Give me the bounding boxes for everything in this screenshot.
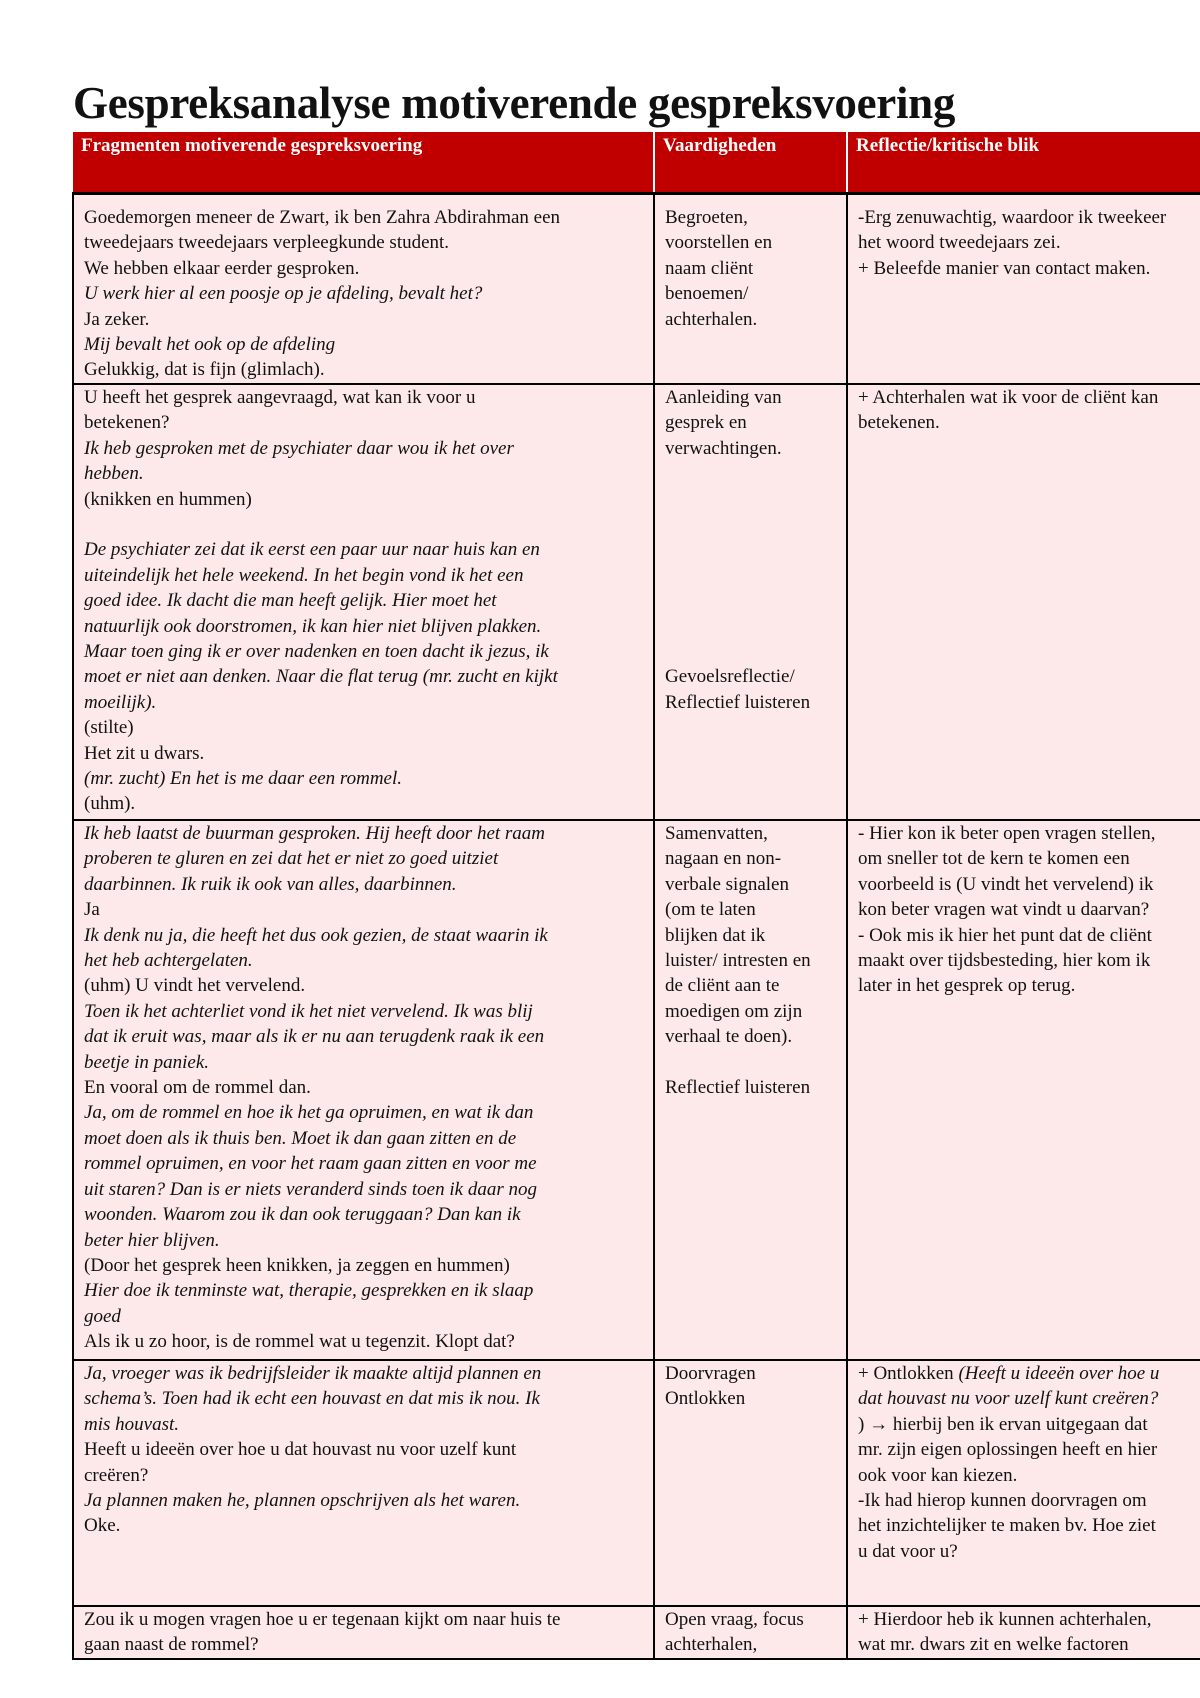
blank-line [665,487,840,512]
text-line: maakt over tijdsbesteding, hier kom ik [858,950,1151,972]
text-line: betekenen. [858,412,940,434]
text-line: proberen te gluren en zei dat het er niet zo goed uitziet [84,848,499,870]
text-line: dat ik eruit was, maar als ik er nu aan terugdenk raak ik een [84,1026,545,1048]
text-line: (Door het gesprek heen knikken, ja zeggen en hummen) [84,1254,510,1276]
text-line: Mij bevalt het ook op de afdeling [84,334,336,356]
text-line: -Erg zenuwachtig, waardoor ik tweekeer [858,207,1167,228]
text-line: De psychiater zei dat ik eerst een paar uur naar huis kan en [84,539,540,561]
text-line: + Beleefde manier van contact maken. [858,257,1151,279]
text-line: uiteindelijk het hele weekend. In het begin vond ik het een [84,564,524,586]
table-row [73,194,1200,385]
fragment-cell [73,1606,654,1659]
text-line: hebben. [84,463,144,485]
fragment-cell [73,194,654,385]
analysis-table [72,132,1200,1660]
text-line: (knikken en hummen) [84,488,252,510]
text-line: - Hier kon ik beter open vragen stellen, [858,823,1156,844]
text-line: + Achterhalen wat ik voor de cliënt kan [858,387,1159,408]
text-line: Doorvragen [665,1363,756,1384]
text-line: achterhalen, [665,1634,758,1656]
text-line: Ja zeker. [84,308,150,330]
table-row [73,384,1200,820]
fragment-cell [73,1360,654,1606]
text-line: de cliënt aan te [665,975,780,997]
text-line: beter hier blijven. [84,1229,220,1251]
table-row [73,1360,1200,1606]
text-line: Samenvatten, [665,823,768,844]
text-line: Gelukkig, dat is fijn (glimlach). [84,359,325,381]
page-title: Gespreksanalyse motiverende gespreksvoering [73,78,956,128]
text-line: blijken dat ik [665,924,766,946]
text-line: (mr. zucht) En het is me daar een rommel. [84,768,403,790]
text-line: Maar toen ging ik er over nadenken en toen dacht ik jezus, ik [84,641,549,663]
text-line: beetje in paniek. [84,1051,210,1073]
text-line: Aanleiding van [665,387,782,408]
text-line: daarbinnen. Ik ruik ik ook van alles, daarbinnen. [84,873,457,895]
text-line: betekenen? [84,412,170,434]
blank-line [665,512,840,537]
text-line: (uhm). [84,793,136,815]
text-line: creëren? [84,1464,149,1486]
text-line: ) → hierbij ben ik ervan uitgegaan dat [858,1413,1148,1435]
skills-cell [654,820,847,1360]
text-line: Ja, om de rommel en hoe ik het ga opruimen, en wat ik dan [84,1102,534,1124]
text-line: later in het gesprek op terug. [858,975,1076,997]
text-line: En vooral om de rommel dan. [84,1077,311,1099]
text-line: kon beter vragen wat vindt u daarvan? [858,899,1150,921]
text-line: We hebben elkaar eerder gesproken. [84,257,360,279]
text-line: Hier doe ik tenminste wat, therapie, gesprekken en ik slaap [84,1280,534,1302]
text-line: mr. zijn eigen oplossingen heeft en hier [858,1439,1158,1461]
text-line: moet er niet aan denken. Naar die flat terug (mr. zucht en kijkt [84,666,558,688]
text-line: dat houvast nu voor uzelf kunt creëren? [858,1388,1159,1410]
text-line: (stilte) [84,717,134,739]
text-line: Open vraag, focus [665,1609,804,1630]
text-line: achterhalen. [665,308,758,330]
text-line: voorstellen en [665,232,773,254]
text-line: Ik denk nu ja, die heeft het dus ook gezien, de staat waarin ik [84,924,548,946]
text-line: Ja plannen maken he, plannen opschrijven als het waren. [84,1490,521,1512]
text-line: U heeft het gesprek aangevraagd, wat kan ik voor u [84,387,476,408]
skills-cell [654,384,847,820]
fragment-cell [73,820,654,1360]
reflection-cell [847,1606,1200,1659]
skills-cell [654,1360,847,1606]
text-line: moedigen om zijn [665,1000,803,1022]
blank-line [84,512,647,537]
text-line: het heb achtergelaten. [84,950,253,972]
text-line: uit staren? Dan is er niets veranderd sinds toen ik daar nog [84,1178,537,1200]
blank-line [665,537,840,562]
header-fragments: Fragmenten motiverende gespreksvoering [73,132,654,194]
blank-line [665,461,840,486]
text-line: natuurlijk ook doorstromen, ik kan hier niet blijven plakken. [84,615,542,637]
text-line: gesprek en [665,412,747,434]
text-line: Ontlokken [665,1388,746,1410]
text-line: Begroeten, [665,207,748,228]
text-line: U werk hier al een poosje op je afdeling, bevalt het? [84,283,483,305]
text-line: om sneller tot de kern te komen een [858,848,1130,870]
text-line: goed idee. Ik dacht die man heeft gelijk. Hier moet het [84,590,497,612]
text-line: het inzichtelijker te maken bv. Hoe ziet [858,1515,1156,1537]
text-line: Gevoelsreflectie/ [665,666,795,688]
text-line: Goedemorgen meneer de Zwart, ik ben Zahra Abdirahman een [84,207,561,228]
text-line: gaan naast de rommel? [84,1634,259,1656]
text-line: goed [84,1305,121,1327]
reflection-cell [847,1360,1200,1606]
text-line: Als ik u zo hoor, is de rommel wat u tegenzit. Klopt dat? [84,1331,515,1353]
table-header-row [73,132,1200,194]
text-line: schema’s. Toen had ik echt een houvast en dat mis ik nou. Ik [84,1388,540,1410]
text-line: verbale signalen [665,873,789,895]
text-line: + Hierdoor heb ik kunnen achterhalen, [858,1609,1152,1630]
text-line: Ik heb laatst de buurman gesproken. Hij heeft door het raam [84,823,546,844]
header-reflection: Reflectie/kritische blik [847,132,1200,194]
text-line: nagaan en non- [665,848,782,870]
skills-cell [654,1606,847,1659]
text-line: Ja [84,899,100,921]
blank-line [665,1050,840,1075]
table-body [73,194,1200,1659]
fragment-cell [73,384,654,820]
text-line: verwachtingen. [665,437,782,459]
text-line: u dat voor u? [858,1540,958,1562]
table-row [73,820,1200,1360]
text-line: Reflectief luisteren [665,691,811,713]
text-line: Ja, vroeger was ik bedrijfsleider ik maakte altijd plannen en [84,1363,542,1384]
blank-line [665,563,840,588]
text-line: benoemen/ [665,283,749,305]
text-line: moet doen als ik thuis ben. Moet ik dan gaan zitten en de [84,1127,517,1149]
text-line: Heeft u ideeën over hoe u dat houvast nu voor uzelf kunt [84,1439,517,1461]
reflection-cell [847,194,1200,385]
blank-line [665,614,840,639]
text-line: woonden. Waarom zou ik dan ook teruggaan? Dan kan ik [84,1204,521,1226]
text-line: - Ook mis ik hier het punt dat de cliënt [858,924,1152,946]
text-line: Reflectief luisteren [665,1077,811,1099]
text-line: Zou ik u mogen vragen hoe u er tegenaan kijkt om naar huis te [84,1609,561,1630]
text-line: het woord tweedejaars zei. [858,232,1061,254]
text-line: ook voor kan kiezen. [858,1464,1018,1486]
text-line: rommel opruimen, en voor het raam gaan zitten en voor me [84,1153,537,1175]
text-line: (uhm) U vindt het vervelend. [84,975,306,997]
text-line: moeilijk). [84,691,157,713]
text-line: Toen ik het achterliet vond ik het niet vervelend. Ik was blij [84,1000,533,1022]
blank-line [665,588,840,613]
text-line-mixed: + Ontlokken (Heeft u ideeën over hoe u [858,1363,1160,1384]
reflection-cell [847,820,1200,1360]
skills-cell [654,194,847,385]
text-line: naam cliënt [665,257,754,279]
text-line: luister/ intresten en [665,950,811,972]
text-line: tweedejaars tweedejaars verpleegkunde student. [84,232,450,254]
blank-line [665,639,840,664]
reflection-cell [847,384,1200,820]
text-line: Oke. [84,1515,121,1537]
text-line: Het zit u dwars. [84,742,205,764]
text-line: wat mr. dwars zit en welke factoren [858,1634,1129,1656]
text-line: mis houvast. [84,1413,179,1435]
text-line: (om te laten [665,899,756,921]
text-line: Ik heb gesproken met de psychiater daar wou ik het over [84,437,514,459]
table-row [73,1606,1200,1659]
header-skills: Vaardigheden [654,132,847,194]
text-line: verhaal te doen). [665,1026,793,1048]
text-line: -Ik had hierop kunnen doorvragen om [858,1490,1147,1512]
text-line: voorbeeld is (U vindt het vervelend) ik [858,873,1154,895]
